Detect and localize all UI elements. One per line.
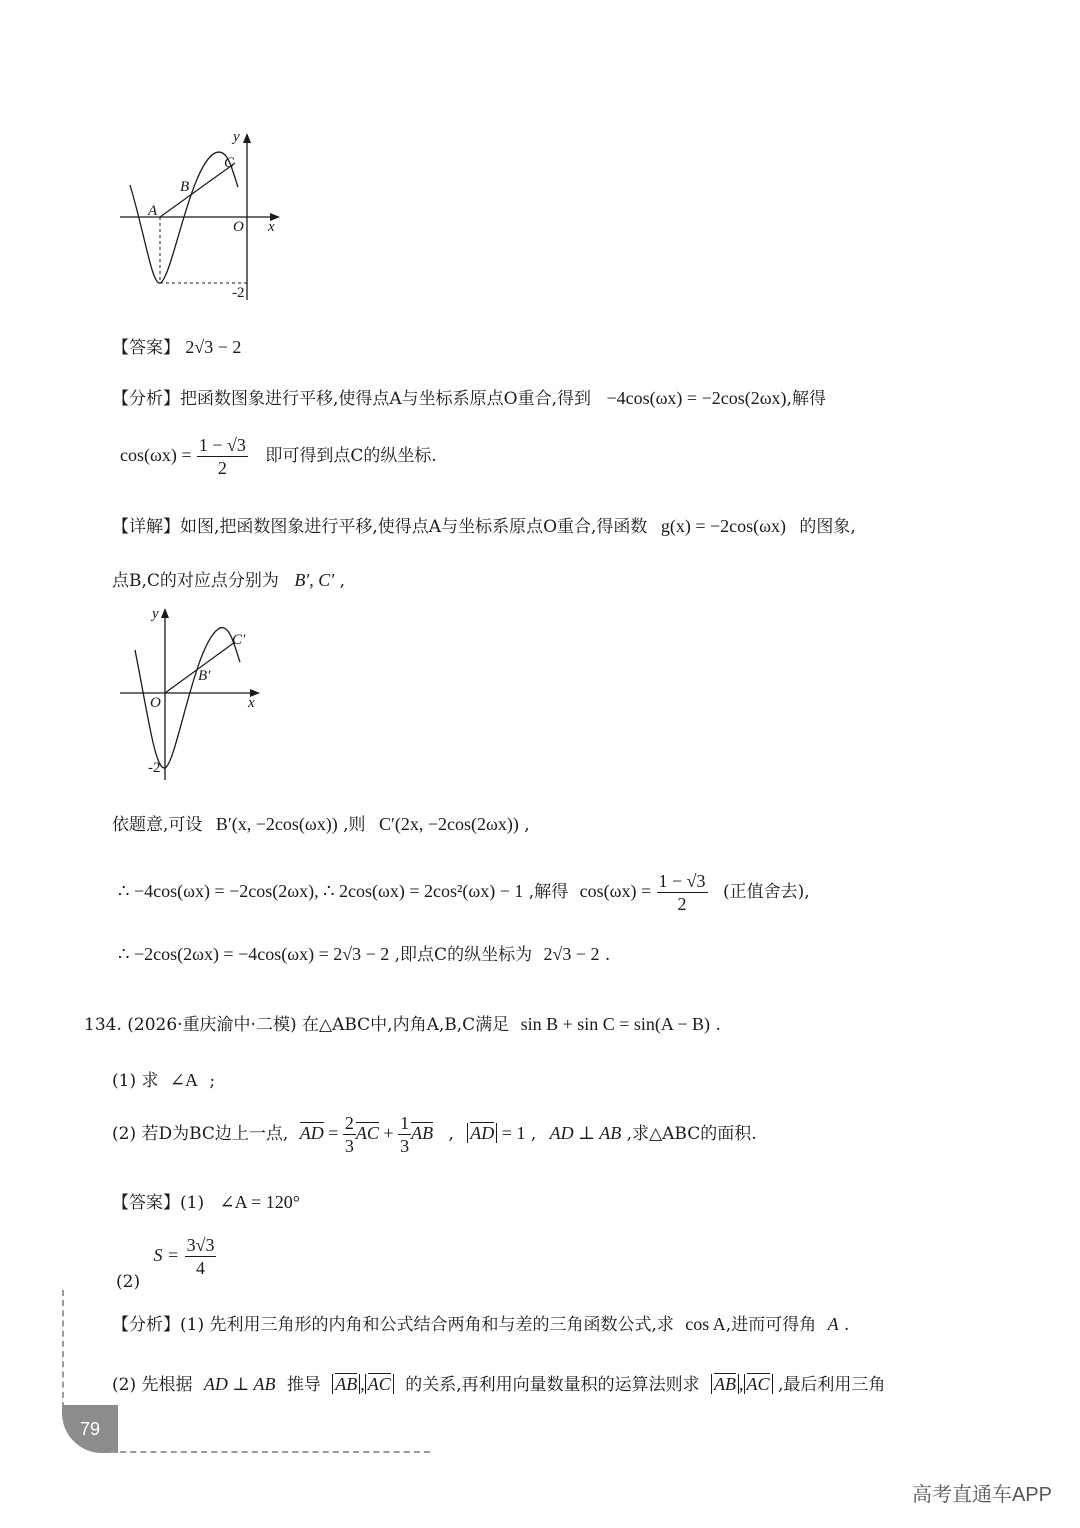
answer-label: 【答案】(1) [112,1193,205,1213]
analysis-2-line-2 [112,1370,885,1395]
text: ,进而可得角 [725,1315,817,1335]
detail-line-1 [112,512,856,537]
analysis-label: 【分析】 [112,1315,180,1335]
label-y: y [233,129,240,145]
value: 2√3 − 2 [543,944,600,964]
label-y: y [152,606,159,622]
analysis-text: 把函数图象进行平移,使得点A与坐标系原点O重合,得到 [180,389,592,409]
page-number: 79 [62,1405,118,1453]
label-neg2: -2 [232,285,245,301]
fraction-1-3: $\frac{1}{3}$ [400,1113,410,1156]
text: 推导 [286,1375,321,1395]
text: , [530,1124,537,1144]
angle-a: ∠A [169,1070,198,1090]
cos-a: cos A [685,1314,726,1334]
question-part-2: (2) 若D为BC边上一点, AD = $\frac{2}{3}$ AC + $\frac{1}{3}$ AB , AD = 1 , AD ⊥ AB ,求△ABC的面积. [112,1113,757,1156]
fraction-2-3: $\frac{2}{3}$ [344,1113,354,1156]
text: ,解得 [528,882,569,902]
vector-ad-lhs: AD = [299,1123,343,1143]
label-o: O [150,695,161,711]
label-x: x [248,695,255,711]
text: ,求△ABC的面积. [626,1124,757,1144]
label-c: C′ [232,632,246,648]
vector-ab: AB [411,1123,434,1143]
label-o: O [233,219,244,235]
ad-perp-ab: AD ⊥ AB [549,1123,622,1143]
cos: cos(ωx) = [579,881,652,901]
fraction: $\frac{1 - √3}{2}$ [658,871,706,914]
analysis-1-line-1 [112,384,826,409]
question-head: 134. (2026·重庆渝中·二模) 在△ABC中,内角A,B,C满足 [84,1015,510,1035]
angle-a: A [827,1314,839,1334]
text: ,则 [343,815,366,835]
label-a: A [148,203,158,219]
text: (2) 若D为BC边上一点, [112,1124,289,1144]
question-134 [84,1010,721,1035]
detail-text: 如图,把函数图象进行平移,使得点A与坐标系原点O重合,得函数 [180,517,648,537]
detail-line-2 [112,566,345,591]
answer-value: 2√3 − 2 [185,337,242,357]
label-neg2: -2 [148,760,161,776]
point-c: C′(2x, −2cos(2ωx)) [378,814,519,834]
cos-lhs: cos(ωx) = [120,445,192,465]
question-part-1 [112,1066,215,1091]
area-fraction: $\frac{3√3}{4}$ [186,1235,215,1278]
text: , [524,815,530,835]
line-1 [112,810,530,835]
point-b: B′(x, −2cos(ωx)) [215,814,338,834]
y-axis-arrow-icon [161,608,169,618]
condition: sin B + sin C = sin(A − B) [520,1014,711,1034]
text: (1) 求 [112,1071,159,1091]
line-3 [118,940,610,965]
text: (正值舍去), [722,882,810,902]
text: ; [209,1071,216,1091]
analysis-equation: −4cos(ωx) = −2cos(2ωx) [606,388,787,408]
text: (2) 先根据 [112,1375,193,1395]
detail-text-3: 点B,C的对应点分别为 [112,571,279,591]
ad-perp-ab: AD ⊥ AB [203,1374,276,1394]
label-c: C [224,155,235,171]
analysis-1-line-2 [120,434,437,479]
vector-ac: AC [355,1123,379,1143]
analysis-2-line-1 [112,1310,849,1335]
angle-value: ∠A = 120° [219,1192,300,1212]
label-b: B′ [198,668,211,684]
analysis-text-2: ,解得 [786,389,826,409]
equation: ∴ −2cos(2ωx) = −4cos(ωx) = 2√3 − 2 [118,944,390,964]
abs-ab-ac-2: AB , AC [711,1374,773,1394]
detail-text-4: , [339,571,346,591]
abs-ab-ac: AB , AC [332,1374,394,1394]
fraction: $\frac{1 - √3}{2}$ [198,435,246,478]
y-axis-arrow-icon [243,133,251,143]
line-abc [160,163,235,217]
text: . [715,1015,721,1035]
answer-label: 【答案】 [112,338,180,358]
graph-2 [110,600,285,785]
function-g: g(x) = −2cos(ωx) [660,516,786,536]
analysis-label: 【分析】 [112,389,180,409]
answer-2-line-1 [112,1188,300,1213]
graph-1 [110,125,300,310]
dashed-border-vertical [62,1290,64,1408]
text: (1) 先利用三角形的内角和公式结合两角和与差的三角函数公式,求 [180,1315,674,1335]
detail-label: 【详解】 [112,517,180,537]
text: . [604,945,611,965]
text: ,最后利用三角 [777,1375,886,1395]
label-x: x [268,219,275,235]
detail-text-2: 的图象, [799,517,856,537]
answer-1 [112,333,241,358]
s-lhs: S = [153,1245,180,1265]
answer-2-line-2 [116,1234,216,1292]
analysis-text-3: 即可得到点C的纵坐标. [265,446,437,466]
watermark: 高考直通车APP [911,1484,1052,1506]
text: 的关系,再利用向量数量积的运算法则求 [405,1375,700,1395]
line-2 [118,870,810,915]
dashed-border-horizontal [110,1451,430,1453]
abs-ad: AD = 1 [467,1123,525,1143]
part-label: (2) [116,1272,141,1292]
text: , [448,1124,454,1144]
equation: ∴ −4cos(ωx) = −2cos(2ωx), ∴ 2cos(ωx) = 2cos²(ωx) − 1 [118,881,524,901]
text: ,即点C的纵坐标为 [394,945,533,965]
text: 依题意,可设 [112,815,203,835]
label-b: B [180,179,190,195]
points-bc: B′, C′ [294,570,335,590]
text: . [844,1315,850,1335]
